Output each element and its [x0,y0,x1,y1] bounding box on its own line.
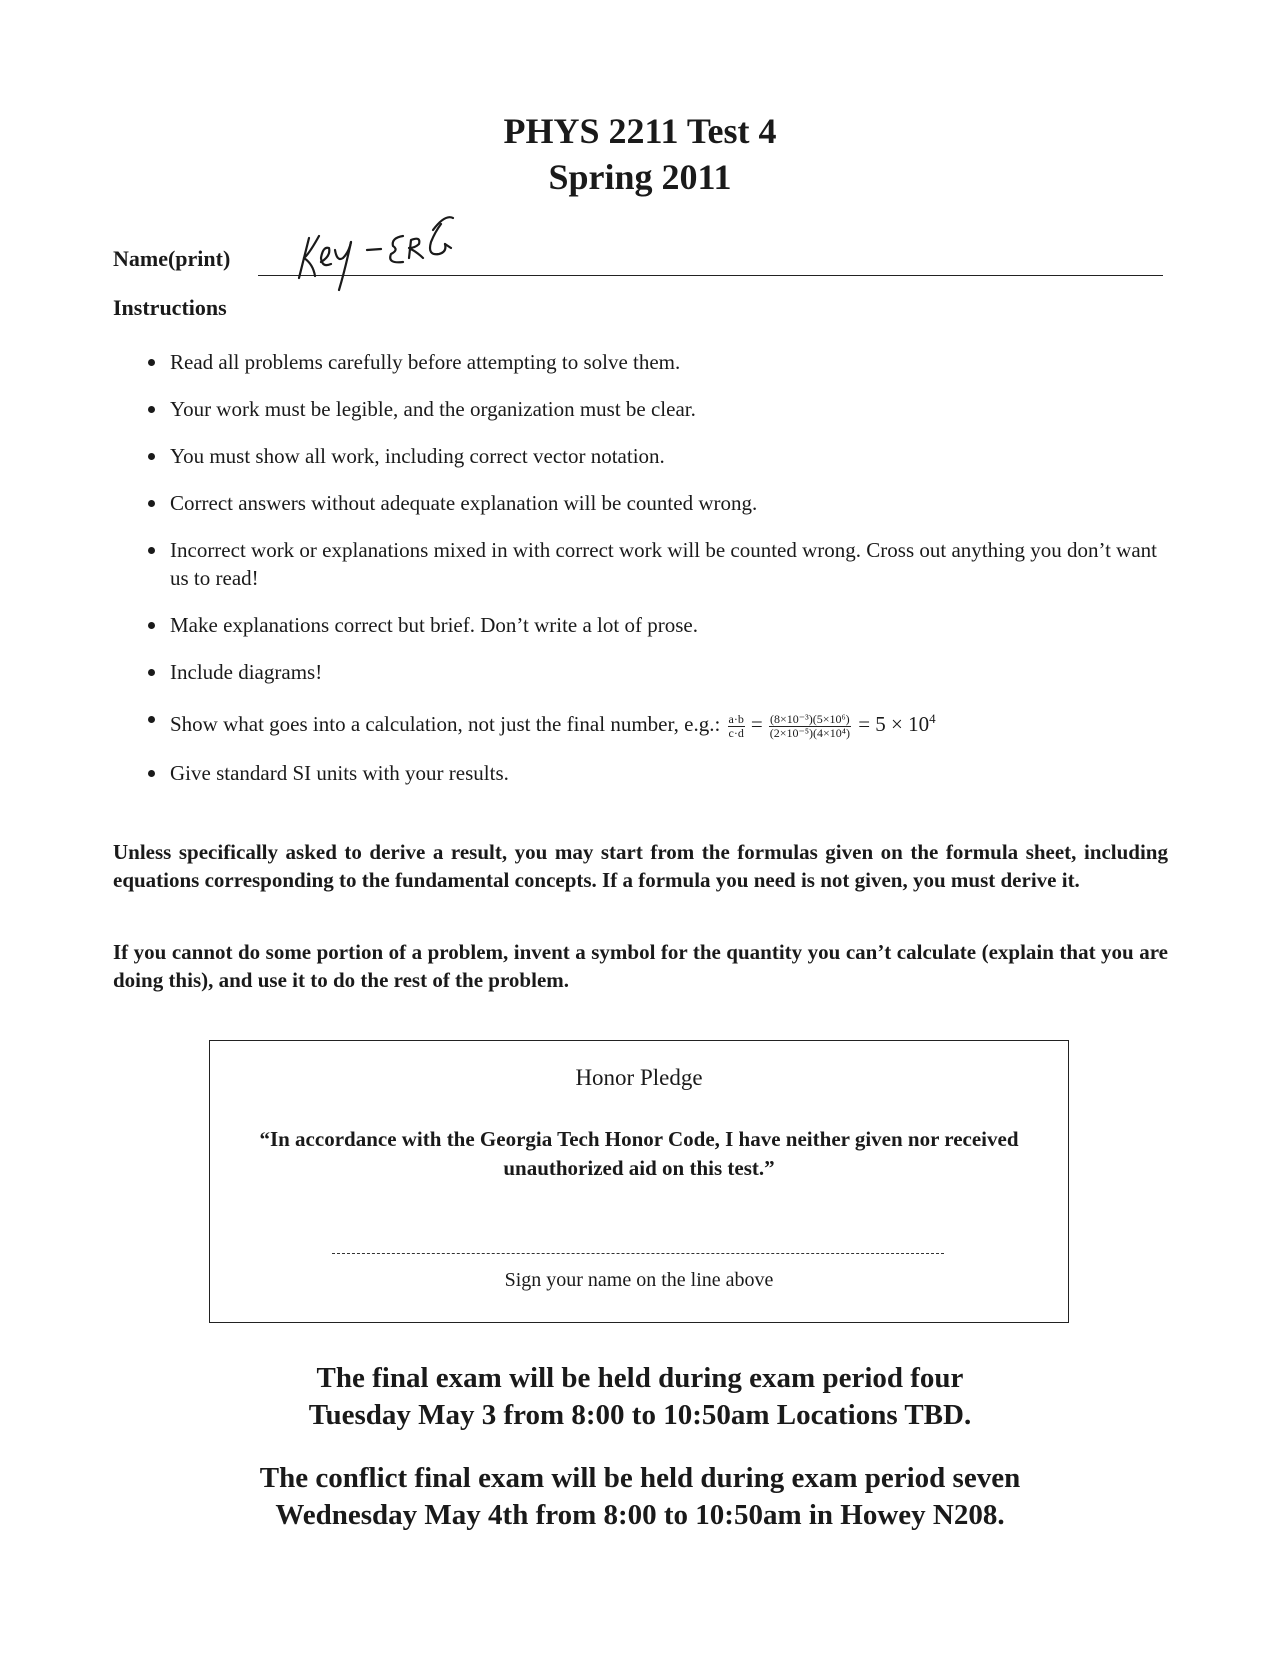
bullet-icon [148,500,155,507]
list-item: Incorrect work or explanations mixed in with correct work will be counted wrong. Cross out anything you don’t want us to read! [140,536,1180,592]
invent-symbol-paragraph: If you cannot do some portion of a problem, invent a symbol for the quantity you can’t calculate (explain that you are doing this), and use it to do the rest of the problem. [113,940,1168,992]
list-item: You must show all work, including correct vector notation. [140,442,1180,470]
example-fraction-lhs: $\frac{a\cdot b}{c\cdot d}$ [728,711,744,740]
bullet-icon [148,406,155,413]
honor-pledge-text: “In accordance with the Georgia Tech Honor Code, I have neither given nor received unauthorized aid on this test.” [259,1127,1019,1180]
list-item: Include diagrams! [140,658,1180,686]
bullet-icon [148,622,155,629]
name-field[interactable] [113,236,1163,276]
handwritten-name-signature [295,212,495,308]
honor-pledge-title: Honor Pledge [575,1065,703,1090]
bullet-icon [148,770,155,777]
formula-sheet-paragraph: Unless specifically asked to derive a result, you may start from the formulas given on the formula sheet, including equations corresponding to the fundamental concepts. If a formula you need is not given, you must derive it. [113,840,1168,892]
list-item: Your work must be legible, and the organization must be clear. [140,395,1180,423]
bullet-icon [148,359,155,366]
bullet-icon [148,716,155,723]
name-label: Name(print) [113,246,231,271]
bullet-icon [148,547,155,554]
list-item: Show what goes into a calculation, not just the final number, e.g.: $\frac{a\cdot b}{c\cdot d}$ = $\frac{\text{(8×10⁻³)(5×10⁶)}}{\text{(2×10⁻⁵)(4×10⁴)}}$ = $5 \times 10^4$ [140,705,1180,740]
list-item: Give standard SI units with your results. [140,759,1180,787]
page-title [0,108,1280,200]
list-item: Read all problems carefully before attempting to solve them. [140,348,1180,376]
example-result: = $5 \times 10^4$ [858,711,936,736]
final-exam-notice: The final exam will be held during exam period four Tuesday May 3 from 8:00 to 10:50am Locations TBD. [308,1362,972,1431]
list-item: Correct answers without adequate explanation will be counted wrong. [140,489,1180,517]
example-fraction-rhs: $\frac{\text{(8×10⁻³)(5×10⁶)}}{\text{(2×10⁻⁵)(4×10⁴)}}$ [769,711,850,740]
instructions-heading: Instructions [113,295,227,320]
conflict-final-exam-notice: The conflict final exam will be held during exam period seven Wednesday May 4th from 8:00 to 10:50am in Howey N208. [259,1462,1021,1531]
list-item: Make explanations correct but brief. Don’t write a lot of prose. [140,611,1180,639]
bullet-icon [148,453,155,460]
honor-pledge-box [209,1040,1069,1323]
signature-caption: Sign your name on the line above [504,1269,774,1291]
instructions-list [140,348,1180,806]
title-course-test: PHYS 2211 Test 4 [503,111,777,151]
signature-line[interactable] [332,1253,944,1254]
bullet-icon [148,669,155,676]
title-semester: Spring 2011 [548,157,732,197]
